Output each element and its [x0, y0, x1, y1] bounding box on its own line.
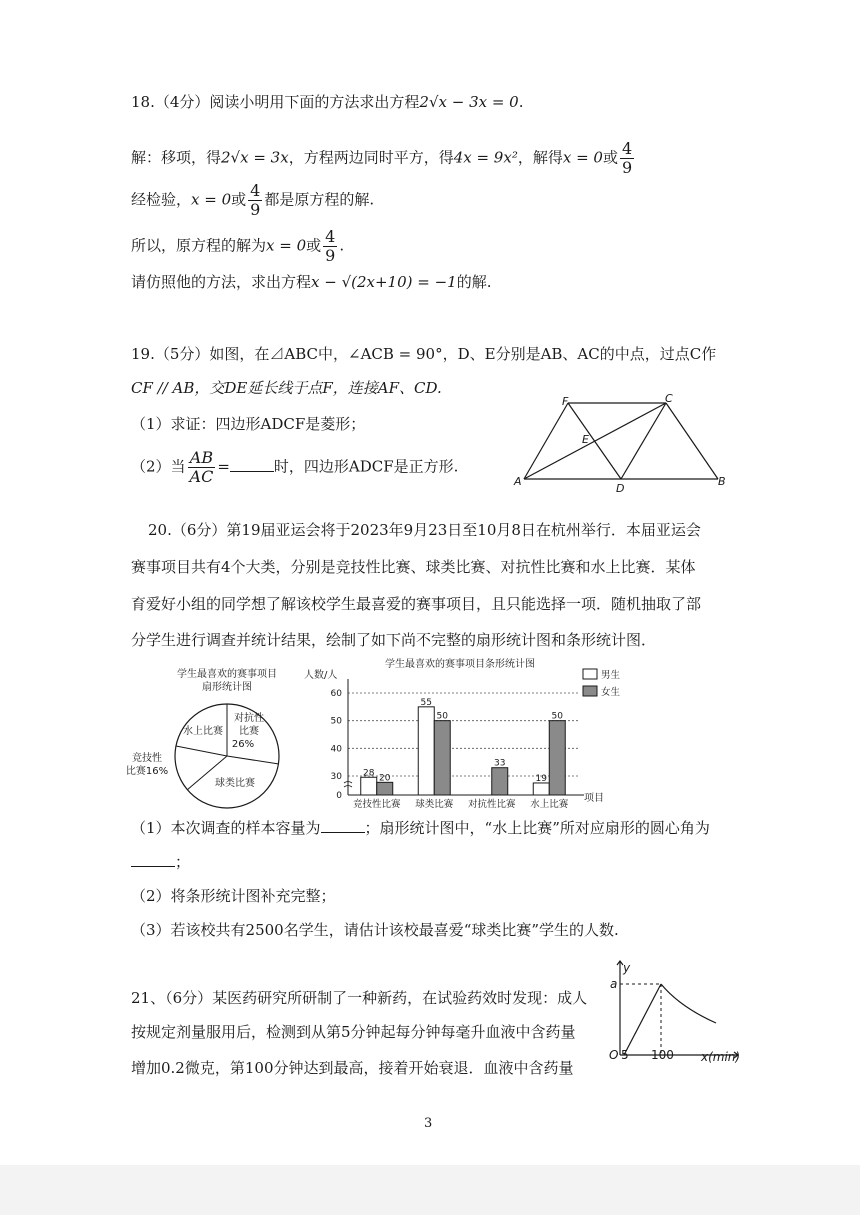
bar-female	[549, 721, 565, 795]
q19-part2: （2）当 $\frac{AB}{AC}$ = 时，四边形ADCF是正方形.	[131, 448, 459, 486]
q18-heading: 18.（4分）阅读小明用下面的方法求出方程2√x − 3x = 0.	[131, 93, 524, 111]
q21-line-1: 21、（6分）某医药研究所研制了一种新药，在试验药效时发现：成人	[131, 989, 588, 1007]
segment-fd	[568, 403, 621, 479]
graph-5-label: 5	[621, 1048, 629, 1062]
segment-cb	[666, 403, 718, 479]
pie-label-contest-2: 比赛	[239, 726, 259, 737]
page-number: 3	[424, 1116, 433, 1131]
point-b-label: B	[718, 475, 726, 488]
data-label: 50	[551, 711, 563, 722]
x-tick-label: 对抗性比赛	[467, 799, 516, 810]
bar-female	[434, 721, 450, 795]
y-tick-label: 0	[336, 791, 342, 801]
x-tick-label: 水上比赛	[530, 799, 569, 810]
graph-origin-label: O	[609, 1048, 619, 1062]
q20-line-3: 育爱好小组的同学想了解该校学生最喜爱的赛事项目，且只能选择一项．随机抽取了部	[131, 595, 702, 613]
bar-female	[377, 782, 393, 795]
q21-line-3: 增加0.2微克，第100分钟达到最高，接着开始衰退．血液中含药量	[131, 1059, 574, 1077]
pie-title-2: 扇形统计图	[202, 682, 252, 693]
pie-label-comp-2: 比赛16%	[125, 766, 169, 777]
bar-chart-title: 学生最喜欢的赛事项目条形统计图	[385, 659, 535, 670]
answer-blank[interactable]	[230, 457, 274, 472]
q19-heading: 19.（5分）如图，在⊿ABC中，∠ACB = 90°，D、E分别是AB、AC的中点，过点C作	[131, 345, 717, 363]
data-label: 33	[494, 758, 506, 769]
pie-label-water: 水上比赛	[183, 726, 223, 737]
q20-sub3: （3）若该校共有2500名学生，请估计该校最喜爱“球类比赛”学生的人数.	[131, 921, 619, 939]
bar-chart-xlabel: 项目	[584, 793, 604, 804]
graph-100-label: 100	[651, 1048, 674, 1062]
q18-solution-line: 解：移项，得2√x = 3x，方程两边同时平方，得4x = 9x²，解得x = 0或 $\frac{4}{9}$	[131, 139, 633, 177]
answer-blank-sample-size[interactable]	[321, 818, 365, 833]
q21-line-2: 按规定剂量服用后，检测到从第5分钟起每分钟每毫升血液中含药量	[131, 1023, 576, 1041]
y-tick-label: 40	[330, 744, 342, 755]
pie-chart	[125, 664, 300, 814]
answer-blank-angle[interactable]	[131, 852, 175, 867]
data-label: 28	[363, 768, 375, 779]
legend-swatch	[583, 686, 597, 696]
graph-a-label: a	[610, 977, 618, 991]
q21-drug-graph	[598, 955, 743, 1065]
x-tick-label: 球类比赛	[415, 799, 454, 810]
y-tick-label: 50	[330, 716, 342, 727]
graph-x-label: x(min)	[701, 1050, 741, 1064]
pie-title-1: 学生最喜欢的赛事项目	[177, 669, 277, 680]
x-tick-label: 竞技性比赛	[352, 799, 401, 810]
legend-label: 女生	[601, 687, 621, 698]
point-a-label: A	[514, 475, 522, 488]
q20-sub1-cont: ；	[131, 852, 190, 872]
point-c-label: C	[665, 392, 673, 405]
bar-male	[533, 783, 549, 795]
pie-label-contest-3: 26%	[231, 739, 255, 750]
footer-strip	[0, 1165, 860, 1215]
point-d-label: D	[616, 482, 625, 495]
pie-label-comp-1: 竞技性	[132, 753, 162, 764]
q20-line-2: 赛事项目共有4个大类，分别是竞技性比赛、球类比赛、对抗性比赛和水上比赛．某体	[131, 558, 696, 576]
bar-female	[492, 768, 508, 795]
graph-y-label: y	[623, 961, 631, 975]
point-e-label: E	[582, 433, 589, 446]
data-label: 55	[420, 697, 432, 708]
bar-male	[361, 777, 377, 795]
data-label: 50	[436, 711, 448, 722]
legend-swatch	[583, 669, 597, 679]
q18-conclusion-line: 所以，原方程的解为x = 0或 $\frac{4}{9}$ .	[131, 227, 345, 265]
q20-line-4: 分学生进行调查并统计结果，绘制了如下尚不完整的扇形统计图和条形统计图．	[131, 631, 657, 649]
q19-heading-2: CF // AB，交DE延长线于点F，连接AF、CD.	[131, 379, 442, 397]
bar-male	[418, 707, 434, 795]
y-tick-label: 60	[330, 689, 342, 699]
q18-check-line: 经检验，x = 0或 $\frac{4}{9}$ 都是原方程的解.	[131, 181, 375, 219]
pie-label-contest-1: 对抗性	[234, 713, 264, 724]
q20-sub1: （1）本次调查的样本容量为 ；扇形统计图中，“水上比赛”所对应扇形的圆心角为	[131, 819, 710, 837]
rising-segment	[624, 984, 661, 1055]
decay-curve	[661, 984, 716, 1023]
q19-geometry-figure	[508, 393, 733, 493]
point-f-label: F	[562, 395, 569, 408]
q20-line-1: 20.（6分）第19届亚运会将于2023年9月23日至10月8日在杭州举行．本届亚运会	[148, 521, 701, 539]
y-tick-label: 30	[330, 772, 342, 782]
q20-sub2: （2）将条形统计图补充完整；	[131, 887, 336, 905]
bar-chart-ylabel: 人数/人	[304, 670, 338, 681]
q19-part1: （1）求证：四边形ADCF是菱形；	[131, 415, 366, 433]
data-label: 19	[535, 773, 547, 784]
bar-chart	[300, 655, 621, 810]
data-label: 20	[379, 773, 391, 784]
legend-label: 男生	[601, 670, 621, 681]
q18-task-line: 请仿照他的方法，求出方程x − √(2x+10) = −1的解.	[131, 273, 492, 291]
pie-label-ball: 球类比赛	[215, 778, 255, 789]
